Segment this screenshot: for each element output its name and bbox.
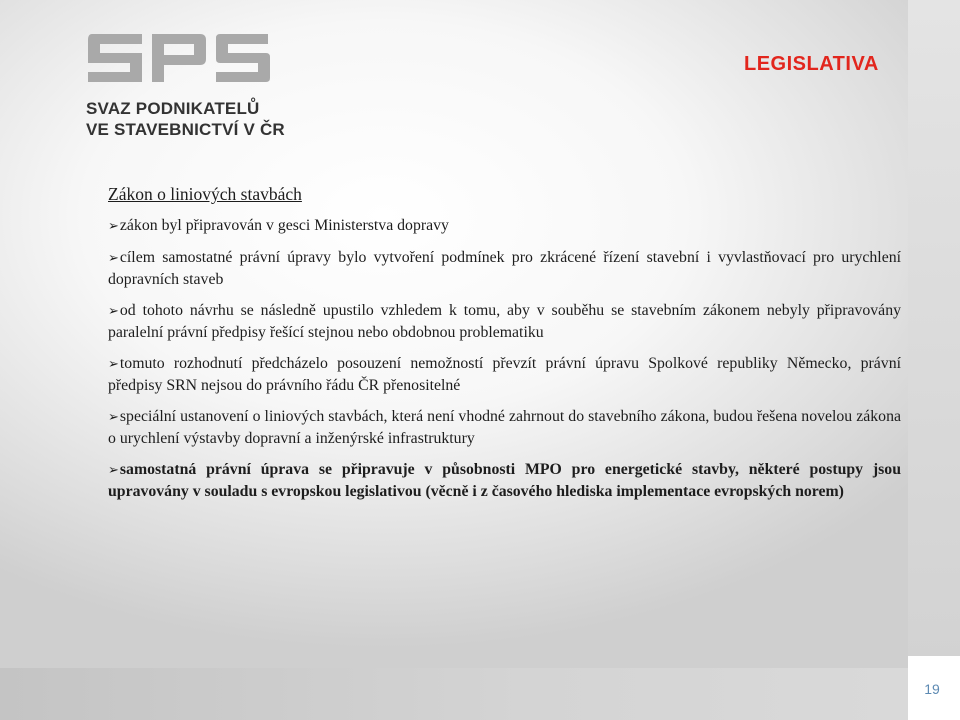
arrow-bullet-icon: ➢ xyxy=(108,463,119,478)
bullet-item xyxy=(108,406,901,449)
page-number: 19 xyxy=(924,681,940,697)
arrow-bullet-icon: ➢ xyxy=(108,357,119,372)
bullet-text: od tohoto návrhu se následně upustilo vzhledem k tomu, aby v souběhu se stavebním zákonem nebyly připravovány paralelní právní předpisy řešící stejnou nebo obdobnou problematiku xyxy=(108,302,901,341)
bullet-text: speciální ustanovení o liniových stavbách, která není vhodné zahrnout do stavebního zákona, budou řešena novelou zákona o urychlení výstavby dopravní a inženýrské infrastruktury xyxy=(108,408,901,447)
bottom-band xyxy=(0,668,960,720)
bullet-text: tomuto rozhodnutí předcházelo posouzení nemožností převzít právní úpravu Spolkové republiky Německo, právní předpisy SRN nejsou do právního řádu ČR přenositelné xyxy=(108,355,901,394)
right-side-panel xyxy=(908,0,960,668)
bullet-text: zákon byl připravován v gesci Ministerstva dopravy xyxy=(119,217,449,234)
page-heading: LEGISLATIVA xyxy=(744,53,879,75)
section-title: Zákon o liniových stavbách xyxy=(108,184,302,204)
bullet-item xyxy=(108,353,901,396)
arrow-bullet-icon: ➢ xyxy=(108,410,119,425)
arrow-bullet-icon: ➢ xyxy=(108,251,119,266)
arrow-bullet-icon: ➢ xyxy=(108,219,119,234)
bullet-item xyxy=(108,215,901,237)
bullet-item xyxy=(108,247,901,290)
logo-line-1: SVAZ PODNIKATELŮ xyxy=(86,99,260,118)
sps-logo-mark xyxy=(86,32,270,84)
arrow-bullet-icon: ➢ xyxy=(108,304,119,319)
bullet-text: samostatná právní úprava se připravuje v působnosti MPO pro energetické stavby, některé postupy jsou upravovány v souladu s evropskou legislativou (věcně i z časového hlediska implementace evropských norem) xyxy=(108,461,901,500)
bullet-item xyxy=(108,459,901,502)
bullet-text: cílem samostatné právní úpravy bylo vytvoření podmínek pro zkrácené řízení stavební i vyvlastňovací pro urychlení dopravních staveb xyxy=(108,249,901,288)
bullet-item xyxy=(108,300,901,343)
slide-content xyxy=(108,184,901,512)
logo-line-2: VE STAVEBNICTVÍ V ČR xyxy=(86,120,285,139)
sps-logo xyxy=(86,32,285,140)
